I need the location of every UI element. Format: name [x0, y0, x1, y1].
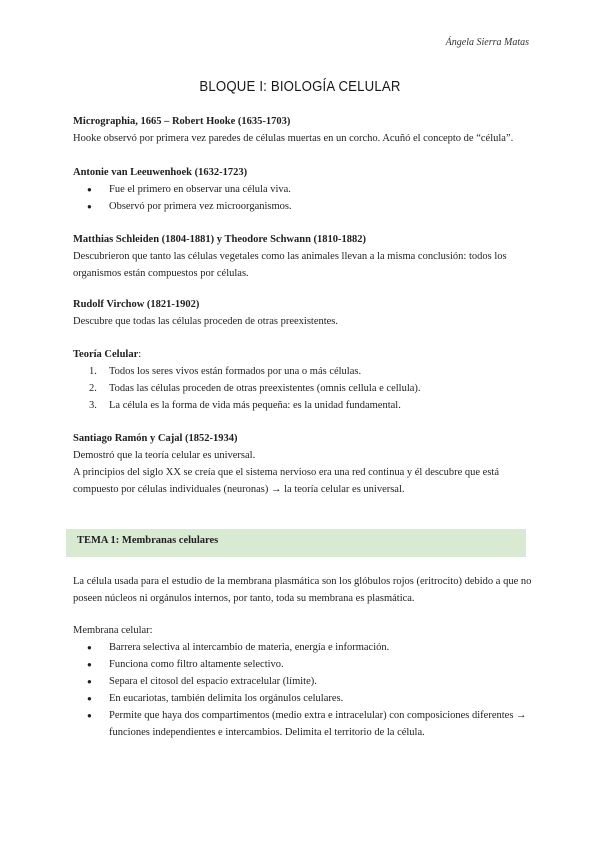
list-item: 2. Todas las células proceden de otras preexistentes (omnis cellula e cellula).: [89, 383, 421, 394]
text-line: Descubrieron que tanto las células vegetales como las animales llevan a la misma conclusión: todos los: [73, 251, 507, 262]
list-item: ● Funciona como filtro altamente selectivo.: [73, 656, 533, 673]
text-line: Demostró que la teoría celular es universal.: [73, 450, 256, 461]
section-text: Hooke observó por primera vez paredes de células muertas en un corcho. Acuñó el concepto de “célula”.: [73, 133, 514, 144]
text-line: organismos están compuestos por células.: [73, 268, 249, 279]
list-item: ● Separa el citosol del espacio extracelular (límite).: [73, 673, 533, 690]
section-membrana-intro: [73, 573, 533, 607]
section-heading: Santiago Ramón y Cajal (1852-1934): [73, 433, 238, 444]
text-line: compuesto por células individuales (neuronas) → la teoría celular es universal.: [73, 484, 405, 495]
section-leeuwenhoek: [73, 164, 533, 215]
section-virchow: [73, 296, 533, 330]
section-membrana-celular: [73, 622, 533, 741]
tema-title: TEMA 1: Membranas celulares: [77, 535, 219, 546]
list-item: ● Fue el primero en observar una célula viva.: [73, 181, 533, 198]
list-item: ● Permite que haya dos compartimentos (medio extra e intracelular) con composiciones diferentes → funciones independientes e intercambios. Delimita el territorio de la célula.: [73, 707, 533, 741]
section-hooke: [73, 113, 533, 147]
list-item: ● Observó por primera vez microorganismos.: [73, 198, 533, 215]
section-heading: Antonie van Leeuwenhoek (1632-1723): [73, 167, 248, 178]
section-cajal: [73, 430, 533, 498]
list-item: ● Barrera selectiva al intercambio de materia, energía e información.: [73, 639, 533, 656]
heading-colon: :: [138, 349, 142, 360]
list-item: ● En eucariotas, también delimita los orgánulos celulares.: [73, 690, 533, 707]
bullet-list: [73, 181, 533, 215]
section-heading: Matthias Schleiden (1804-1881) y Theodore Schwann (1810-1882): [73, 234, 367, 245]
section-heading: Rudolf Virchow (1821-1902): [73, 299, 200, 310]
section-heading: Micrographia, 1665 – Robert Hooke (1635-1703): [73, 116, 291, 127]
author-name: Ángela Sierra Matas: [445, 37, 529, 48]
list-item: 1. Todos los seres vivos están formados por una o más células.: [89, 366, 362, 377]
section-text: Descubre que todas las células proceden de otras preexistentes.: [73, 316, 339, 327]
text-line: La célula usada para el estudio de la membrana plasmática son los glóbulos rojos (eritrocito) debido a que no: [73, 576, 532, 587]
section-heading: Teoría Celular: [73, 349, 139, 360]
text-line: A principios del siglo XX se creía que el sistema nervioso era una red continua y él descubre que está: [73, 467, 499, 478]
text-line: poseen núcleos ni orgánulos internos, por tanto, toda su membrana es plasmática.: [73, 593, 415, 604]
page-title: BLOQUE I: BIOLOGÍA CELULAR: [199, 78, 401, 95]
bullet-list: [73, 639, 533, 741]
list-item: 3. La célula es la forma de vida más pequeña: es la unidad fundamental.: [89, 400, 401, 411]
section-teoria-celular: [73, 346, 533, 414]
list-label: Membrana celular:: [73, 625, 153, 636]
tema-banner: [66, 529, 526, 557]
numbered-list: [73, 363, 533, 414]
section-schleiden-schwann: [73, 231, 533, 282]
